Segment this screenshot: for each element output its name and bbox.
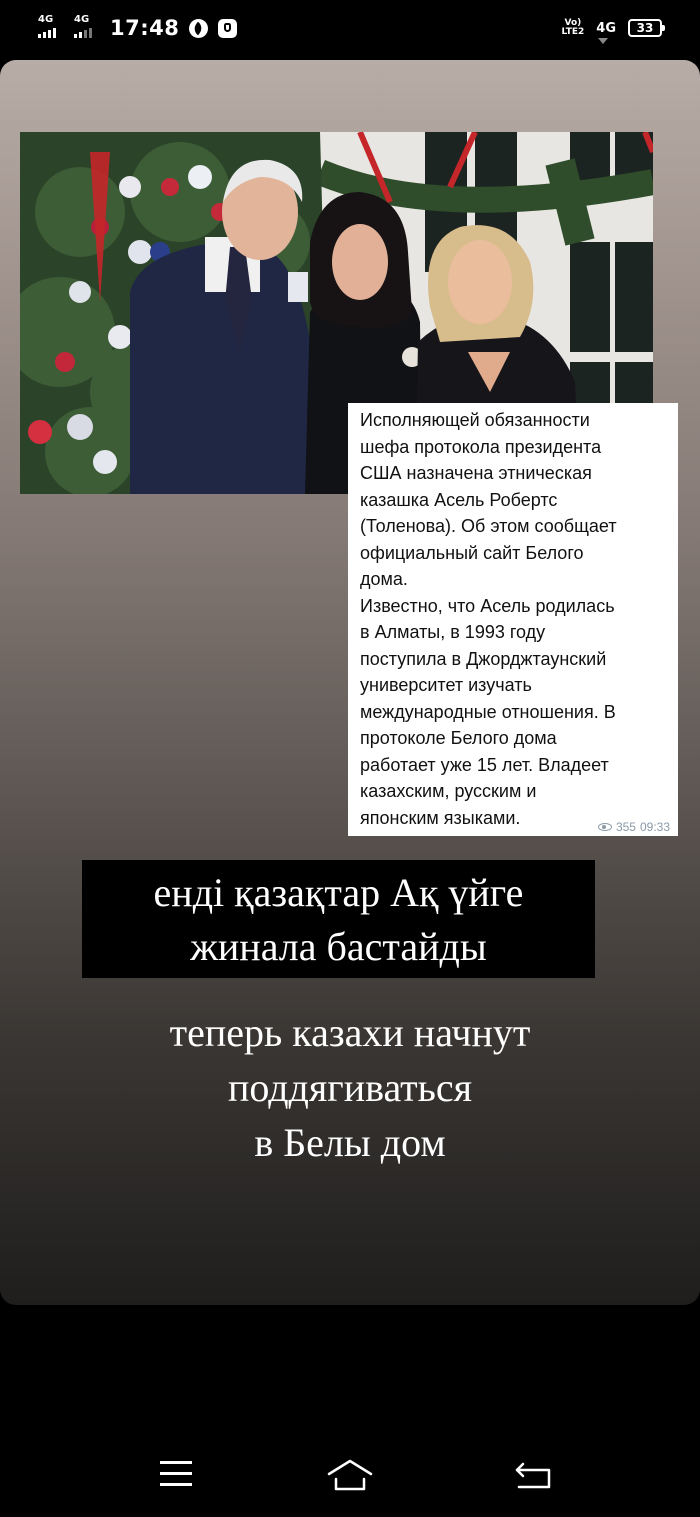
caption-russian — [0, 1005, 700, 1170]
app-notification-icon — [218, 19, 237, 38]
caption-kazakh-line2: жинала бастайды — [190, 924, 487, 969]
views-count: 355 — [615, 820, 636, 834]
volte-icon: Vo) LTE2 — [561, 18, 585, 37]
message-card — [348, 403, 678, 836]
back-button[interactable] — [515, 1460, 553, 1495]
caption-kazakh — [82, 860, 595, 978]
message-time: 09:33 — [639, 820, 670, 834]
back-icon — [515, 1460, 553, 1490]
caption-russian-line3: в Белы дом — [254, 1120, 446, 1165]
navigation-bar — [0, 1440, 700, 1517]
network-4g-icon: 4G — [596, 20, 616, 36]
app-notification-icon — [189, 19, 208, 38]
story-card[interactable] — [0, 60, 700, 1305]
status-bar — [0, 0, 700, 58]
message-text: Исполняющей обязанности шефа протокола президента США назначена этническая казашка Асель Робертс (Толенова). Об этом сообщает официальный сайт Белого дома. Известно, что Асель родилась в Алматы, в 1993 году поступила в Джорджтаунский университет изучать международные отношения. В протоколе Белого дома работает уже 15 лет. Владеет казахским, русским и японским языками. — [360, 410, 617, 828]
signal-icon — [38, 16, 64, 40]
message-meta — [598, 820, 670, 834]
clock: 17:48 — [110, 16, 180, 40]
sim1-network-label: 4G — [38, 14, 54, 25]
battery-percent: 33 — [636, 21, 654, 35]
sim2-network-label: 4G — [74, 14, 90, 25]
caption-kazakh-line1: енді қазақтар Ақ үйге — [153, 870, 524, 915]
signal-icon — [74, 16, 100, 40]
caption-russian-line2: поддягиваться — [227, 1065, 473, 1110]
home-button[interactable] — [327, 1458, 373, 1497]
battery-icon — [628, 19, 662, 37]
caption-russian-line1: теперь казахи начнут — [169, 1010, 531, 1055]
menu-button[interactable] — [160, 1461, 192, 1487]
views-icon — [598, 823, 612, 831]
home-icon — [327, 1458, 373, 1492]
